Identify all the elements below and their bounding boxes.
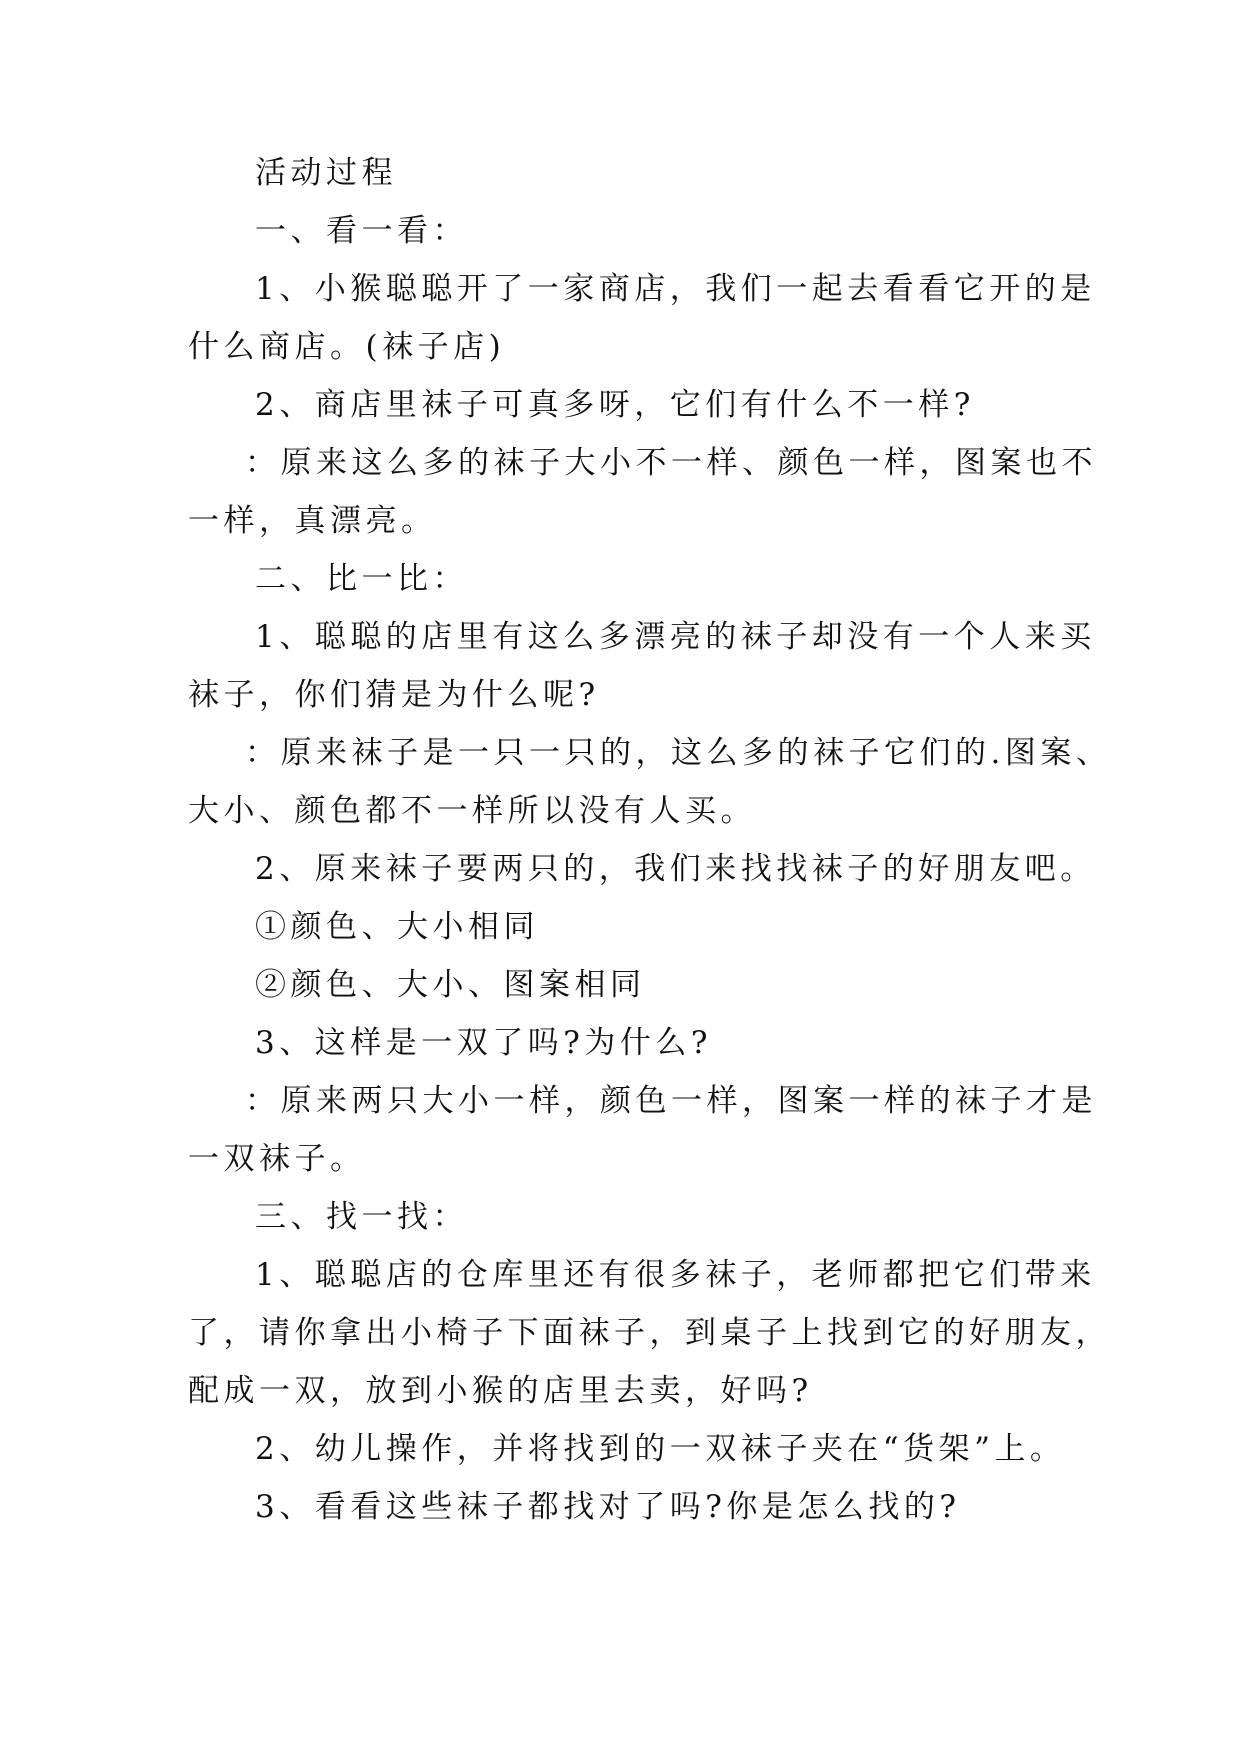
text-line: 配成一双，放到小猴的店里去卖，好吗? xyxy=(188,1373,813,1409)
text-line: 1、小猴聪聪开了一家商店，我们一起去看看它开的是 xyxy=(255,271,1096,307)
text-line: 1、聪聪店的仓库里还有很多袜子，老师都把它们带来 xyxy=(255,1257,1096,1293)
text-line: 袜子，你们猜是为什么呢? xyxy=(188,677,600,713)
text-line: 一双袜子。 xyxy=(188,1141,366,1177)
section-heading-2: 二、比一比： xyxy=(255,561,468,597)
list-item: ①颜色、大小相同 xyxy=(255,909,539,945)
text-line: 2、商店里袜子可真多呀，它们有什么不一样? xyxy=(255,387,975,423)
text-line: ：原来袜子是一只一只的，这么多的袜子它们的.图案、 xyxy=(245,735,1112,771)
text-line: 2、幼儿操作，并将找到的一双袜子夹在“货架”上。 xyxy=(255,1431,1066,1467)
text-line: 大小、颜色都不一样所以没有人买。 xyxy=(188,793,756,829)
text-line: 什么商店。(袜子店) xyxy=(188,329,506,365)
list-item: ②颜色、大小、图案相同 xyxy=(255,967,646,1003)
text-line: 3、看看这些袜子都找对了吗?你是怎么找的? xyxy=(255,1489,961,1525)
section-heading-1: 一、看一看： xyxy=(255,213,468,249)
text-line: 2、原来袜子要两只的，我们来找找袜子的好朋友吧。 xyxy=(255,851,1096,887)
text-line: 一样，真漂亮。 xyxy=(188,503,437,539)
section-heading-3: 三、找一找： xyxy=(255,1199,468,1235)
text-line: 了，请你拿出小椅子下面袜子，到桌子上找到它的好朋友， xyxy=(188,1315,1111,1351)
heading-activity-process: 活动过程 xyxy=(255,155,397,191)
text-line: ：原来这么多的袜子大小不一样、颜色一样，图案也不 xyxy=(245,445,1097,481)
text-line: 3、这样是一双了吗?为什么? xyxy=(255,1025,712,1061)
text-line: ：原来两只大小一样，颜色一样，图案一样的袜子才是 xyxy=(245,1083,1097,1119)
text-line: 1、聪聪的店里有这么多漂亮的袜子却没有一个人来买 xyxy=(255,619,1096,655)
